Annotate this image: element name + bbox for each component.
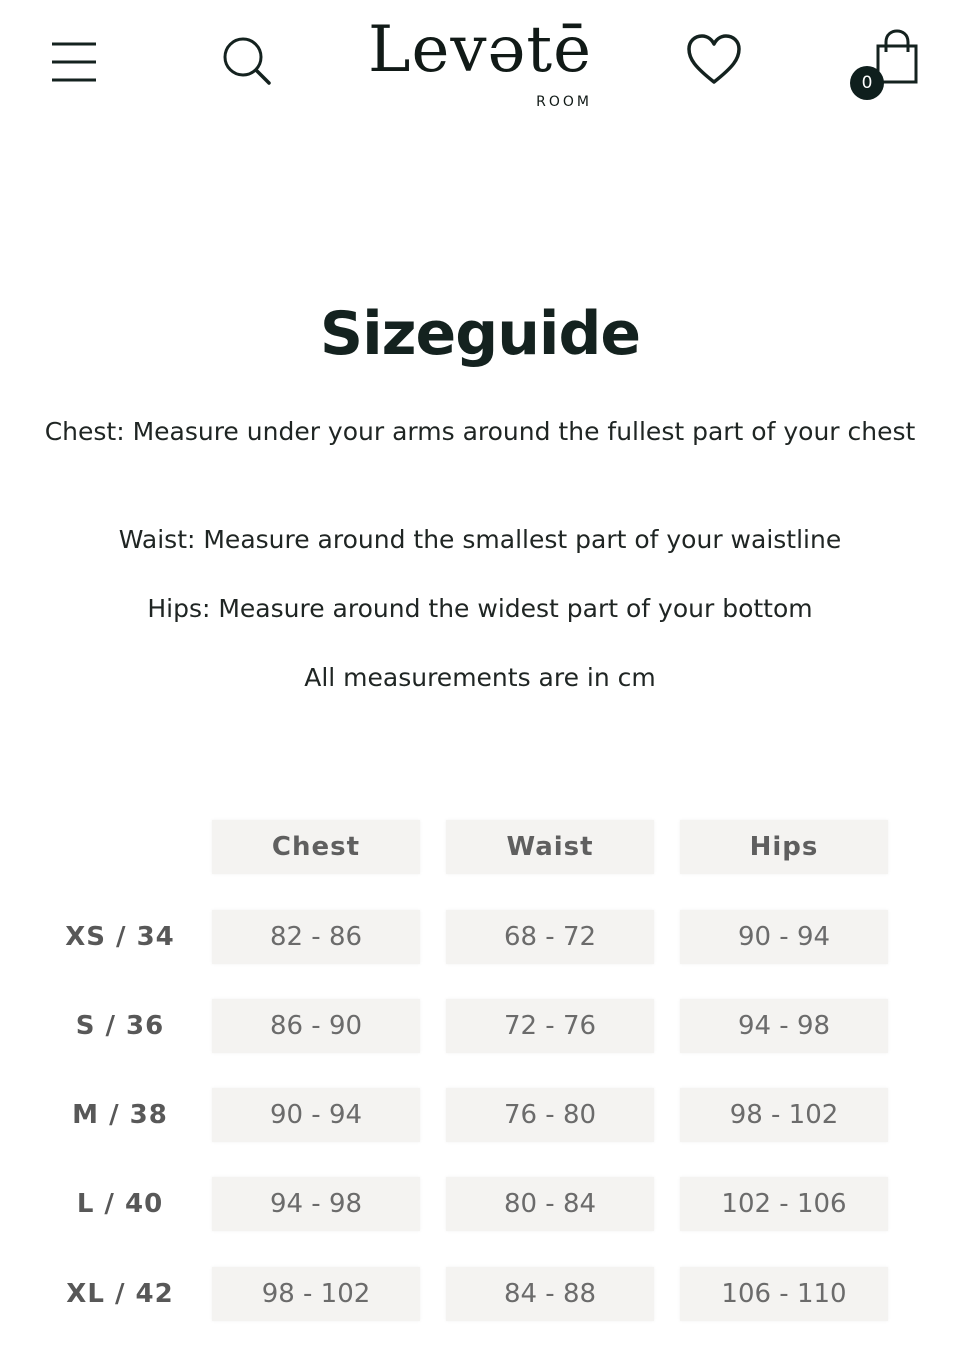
logo-wordmark: Levətē [368, 13, 592, 87]
row-label-l: L / 40 [76, 1189, 164, 1219]
row-label-s: S / 36 [75, 1011, 165, 1041]
table-cell-waist: 76 - 80 [446, 1088, 654, 1142]
table-cell-waist: 68 - 72 [446, 910, 654, 964]
table-cell-hips: 98 - 102 [680, 1088, 888, 1142]
site-header [0, 0, 960, 120]
table-cell-hips: 106 - 110 [680, 1267, 888, 1321]
chest-instruction: Chest: Measure under your arms around the fullest part of your chest [44, 417, 916, 446]
column-header-waist: Waist [446, 820, 654, 874]
wishlist-button[interactable] [682, 30, 746, 90]
column-header-chest: Chest [212, 820, 420, 874]
table-cell-chest: 90 - 94 [212, 1088, 420, 1142]
brand-logo[interactable] [360, 13, 600, 110]
cart-count-badge: 0 [850, 66, 884, 100]
table-cell-waist: 84 - 88 [446, 1267, 654, 1321]
row-label-xl: XL / 42 [66, 1279, 174, 1309]
search-button[interactable] [216, 30, 276, 90]
menu-button[interactable] [44, 34, 100, 86]
heart-icon [685, 33, 743, 87]
table-cell-hips: 102 - 106 [680, 1177, 888, 1231]
page-title: Sizeguide [319, 299, 641, 369]
table-cell-hips: 94 - 98 [680, 999, 888, 1053]
row-label-m: M / 38 [72, 1100, 168, 1130]
search-icon [219, 33, 273, 87]
hamburger-menu-icon [48, 38, 96, 82]
table-cell-waist: 80 - 84 [446, 1177, 654, 1231]
waist-instruction: Waist: Measure around the smallest part of your waistline [118, 525, 842, 554]
column-header-hips: Hips [680, 820, 888, 874]
table-cell-waist: 72 - 76 [446, 999, 654, 1053]
table-cell-chest: 82 - 86 [212, 910, 420, 964]
table-cell-chest: 86 - 90 [212, 999, 420, 1053]
hips-instruction: Hips: Measure around the widest part of your bottom [147, 594, 813, 623]
table-cell-chest: 98 - 102 [212, 1267, 420, 1321]
row-label-xs: XS / 34 [65, 922, 175, 952]
units-note: All measurements are in cm [304, 663, 656, 692]
table-cell-hips: 90 - 94 [680, 910, 888, 964]
table-cell-chest: 94 - 98 [212, 1177, 420, 1231]
cart-button[interactable] [844, 28, 924, 104]
logo-subtitle: ROOM [536, 94, 592, 110]
